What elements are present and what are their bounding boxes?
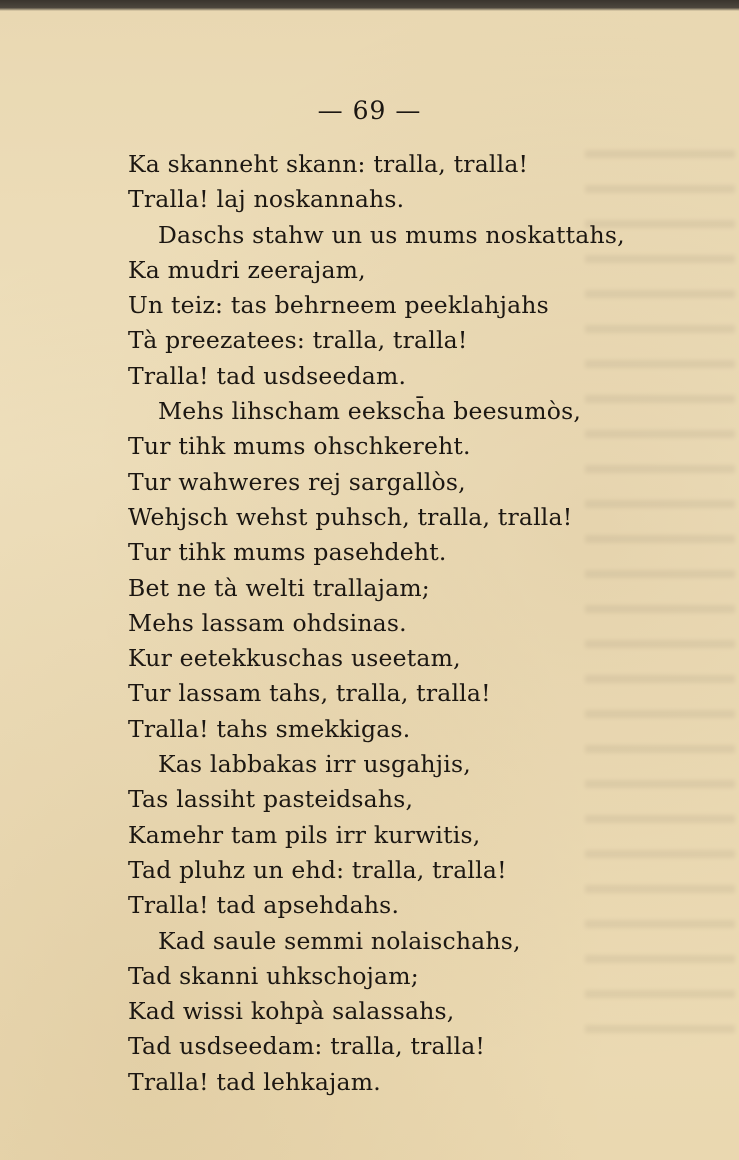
page-number: — 69 — [317,96,422,125]
poem-line: Tur wahweres rej sargallòs, [128,467,466,496]
poem-line: Daschs stahw un us mums noskattahs, [158,220,625,249]
poem-line: Tur lassam tahs, tralla, tralla! [128,679,491,708]
poem-line: Tad skanni uhkschojam; [128,961,419,990]
poem-line: Kas labbakas irr usgahjis, [158,750,471,779]
poem-line: Tralla! tad apsehdahs. [128,891,400,920]
poem-line: Mehs lassam ohdsinas. [128,608,407,637]
poem-line: Tad usdseedam: tralla, tralla! [128,1032,486,1061]
poem-line: Tur tihk mums ohschkereht. [128,432,471,461]
poem-line: Bet ne tà welti trallajam; [128,573,430,602]
poem-line: Tur tihk mums pasehdeht. [128,538,447,567]
poem-line: Kad wissi kohpà salassahs, [128,997,455,1026]
poem-line: Mehs lihscham eeksch̄a beesumòs, [158,397,582,426]
poem-line: Tralla! tad lehkajam. [128,1067,381,1096]
poem-line: Wehjsch wehst puhsch, tralla, tralla! [128,502,573,531]
poem-line: Un teiz: tas behrneem peeklahjahs [128,291,549,320]
poem-line: Tralla! tahs smekkigas. [128,714,411,743]
poem-line: Kamehr tam pils irr kurwitis, [128,820,481,849]
poem-line: Ka mudri zeerajam, [128,255,366,284]
poem-line: Tralla! laj noskannahs. [128,185,405,214]
poem-line: Ka skanneht skann: tralla, tralla! [128,150,529,178]
poem-line: Tas lassiht pasteidsahs, [128,785,414,814]
poem-text [0,147,739,1100]
poem-line: Kad saule semmi nolaischahs, [158,926,521,955]
poem-line: Tà preezatees: tralla, tralla! [128,326,468,355]
poem-line: Tralla! tad usdseedam. [128,361,407,390]
poem-line: Kur eetekkuschas useetam, [128,644,461,673]
poem-line: Tad pluhz un ehd: tralla, tralla! [128,855,507,884]
page-top-edge [0,0,739,11]
